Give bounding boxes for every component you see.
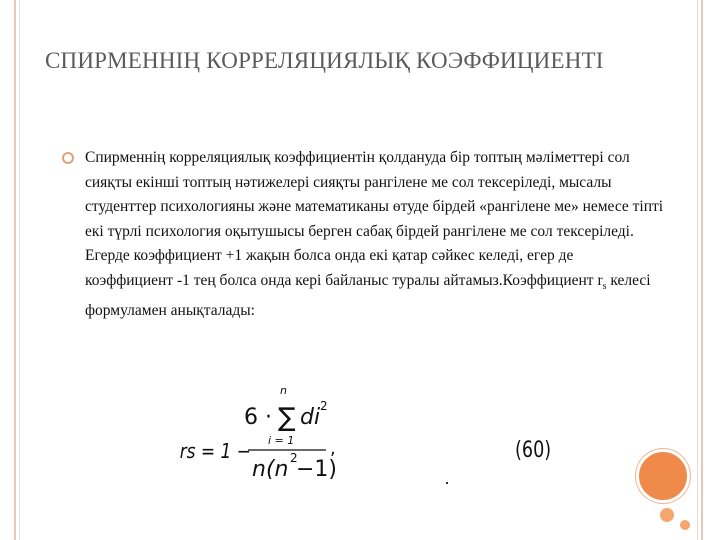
decorative-circle-large <box>636 449 690 503</box>
formula-denominator-power: 2 <box>290 451 298 465</box>
frame-line-left-inner <box>19 0 20 540</box>
spearman-formula <box>178 380 378 490</box>
frame-line-left <box>14 0 16 540</box>
formula-summand: di <box>300 405 321 430</box>
formula-trailing: , <box>330 438 336 459</box>
formula-number: (60) <box>515 438 552 463</box>
frame-line-right <box>701 0 703 540</box>
formula-lhs: rs = 1 − <box>179 440 252 464</box>
formula-denominator-end: −1) <box>296 457 338 482</box>
decorative-circle-small <box>660 508 674 522</box>
formula-summand-power: 2 <box>320 399 328 413</box>
formula-sum-lower: i = 1 <box>268 434 295 447</box>
body-paragraph <box>85 146 665 324</box>
decorative-circle-small-2 <box>680 520 690 530</box>
formula-denominator: n(n <box>252 457 289 482</box>
formula-numerator-coef: 6 · <box>244 405 272 430</box>
dot-mark <box>446 482 448 484</box>
bullet-circle-icon <box>62 152 74 164</box>
formula-sum-upper: n <box>280 384 287 397</box>
frame-line-right-inner <box>697 0 698 540</box>
slide-title: СПИРМЕННІҢ КОРРЕЛЯЦИЯЛЫҚ КОЭФФИЦИЕНТІ <box>45 48 604 73</box>
body-subscript: s <box>602 280 607 292</box>
body-main-text: Спирменнің корреляциялық коэффициентін қолдануда бір топтың мәліметтері сол сияқты екінші топтың нәтижелері сияқты рангілене ме сол тексеріледі, мысалы студенттер психологияны және математиканы өтуде бірдей «рангілене ме» немесе тіпті екі түрлі психология оқытушысы берген сабақ бірдей рангілене ме сол тексеріледі. Егерде коэффициент +1 жақын болса онда екі қатар сәйкес келеді, егер де коэффициент -1 тең болса онда кері байланыс туралы айтамыз.Коэффициент r <box>85 149 664 289</box>
sum-sign-icon: ∑ <box>278 403 296 433</box>
body-end-text: келесі формуламен анықталады: <box>85 271 651 320</box>
